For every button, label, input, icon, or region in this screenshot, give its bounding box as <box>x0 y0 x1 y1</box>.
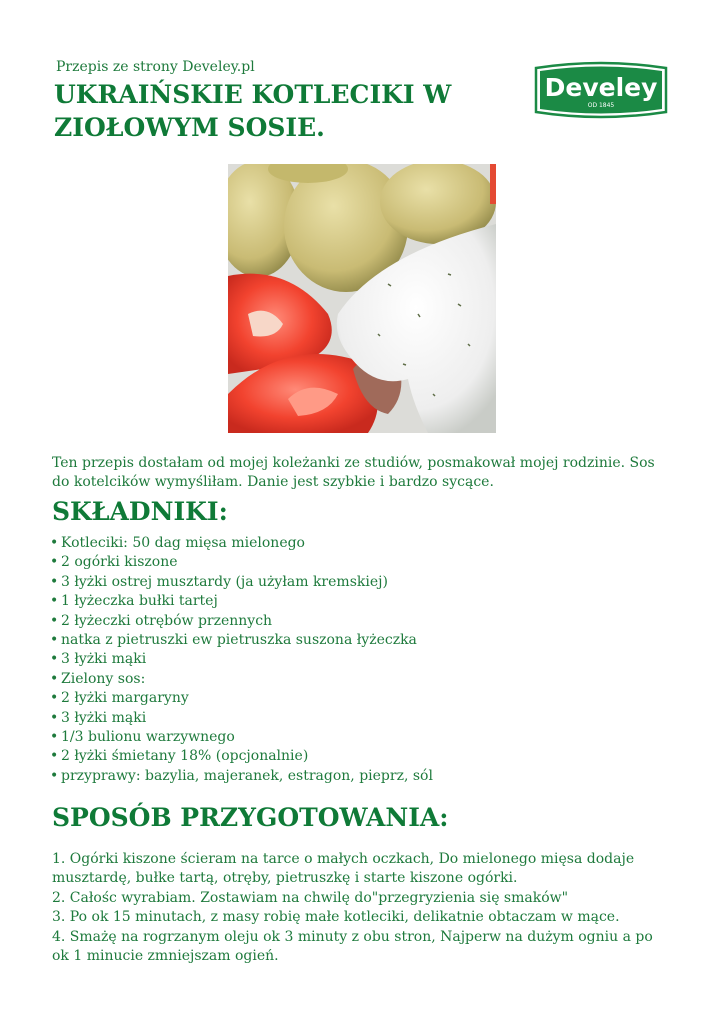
list-item: • Zielony sos: <box>50 670 433 689</box>
logo-since-text: OD 1845 <box>587 102 615 109</box>
step-text: 2. Całośc wyrabiam. Zostawiam na chwilę do"przegryzienia się smaków" <box>52 889 569 906</box>
list-item: • 1/3 bulionu warzywnego <box>50 728 433 747</box>
recipe-title: UKRAIŃSKIE KOTLECIKI W ZIOŁOWYM SOSIE. <box>54 80 452 142</box>
list-item: • 2 ogórki kiszone <box>50 553 433 572</box>
list-item: • 2 łyżki śmietany 18% (opcjonalnie) <box>50 747 433 766</box>
preparation-steps <box>52 850 667 966</box>
ingredients-list <box>50 534 433 786</box>
list-item: • 1 łyżeczka bułki tartej <box>50 592 433 611</box>
list-item: • 3 łyżki ostrej musztardy (ja użyłam kremskiej) <box>50 573 433 592</box>
source-note: Przepis ze strony Develey.pl <box>56 59 255 75</box>
list-item: • Kotleciki: 50 dag mięsa mielonego <box>50 534 433 553</box>
dish-photo <box>228 164 496 433</box>
list-item: • 3 łyżki mąki <box>50 650 433 669</box>
preparation-heading: SPOSÓB PRZYGOTOWANIA: <box>52 803 449 832</box>
list-item: • przyprawy: bazylia, majeranek, estragon, pieprz, sól <box>50 767 433 786</box>
step-text: 3. Po ok 15 minutach, z masy robię małe kotleciki, delikatnie obtaczam w mące. <box>52 909 620 926</box>
develey-logo <box>532 60 670 122</box>
ingredients-heading: SKŁADNIKI: <box>52 497 228 526</box>
step-text: 4. Smażę na rogrzanym oleju ok 3 minuty z obu stron, Najperw na dużym ogniu a po ok 1 minucie zmniejszam ogień. <box>52 928 653 965</box>
logo-brand-text: Develey <box>544 73 658 102</box>
list-item: • natka z pietruszki ew pietruszka suszona łyżeczka <box>50 631 433 650</box>
list-item: • 2 łyżeczki otrębów przennych <box>50 612 433 631</box>
intro-text: Ten przepis dostałam od mojej koleżanki ze studiów, posmakował mojej rodzinie. Sos do kotelcików wymyśliłam. Danie jest szybkie i bardzo sycące. <box>52 455 655 490</box>
step-text: 1. Ogórki kiszone ścieram na tarce o małych oczkach, Do mielonego mięsa dodaje musztardę, bułke tartą, otręby, pietruszkę i starte kiszone ogórki. <box>52 851 635 887</box>
list-item: • 2 łyżki margaryny <box>50 689 433 708</box>
list-item: • 3 łyżki mąki <box>50 709 433 728</box>
